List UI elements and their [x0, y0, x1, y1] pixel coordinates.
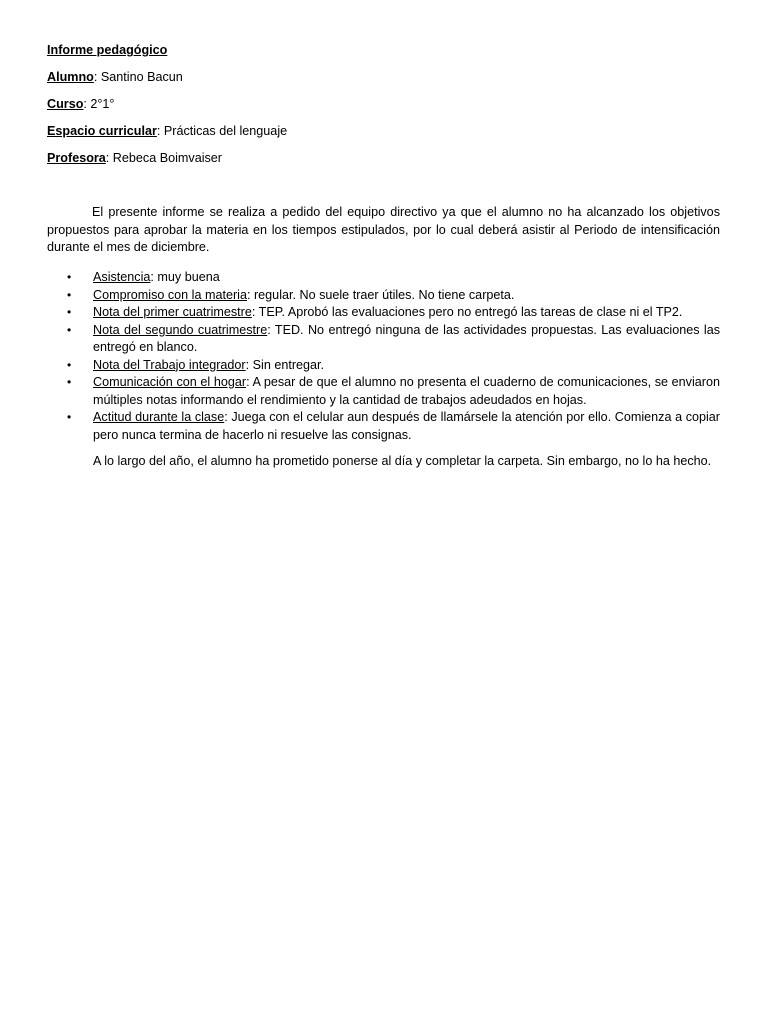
- item-text: : Sin entregar.: [245, 357, 325, 372]
- field-curso-value: : 2°1°: [83, 97, 115, 111]
- bullet-icon: •: [67, 410, 72, 425]
- field-alumno: [47, 69, 720, 86]
- intro-paragraph: El presente informe se realiza a pedido del equipo directivo ya que el alumno no ha alcanzado los objetivos propuestos para aprobar la materia en los tiempos estipulados, por lo cual deberá asistir al Periodo de intensificación durante el mes de diciembre.: [47, 205, 720, 254]
- item-text: : muy buena: [150, 270, 220, 285]
- document-page: [47, 42, 720, 471]
- item-label: Nota del primer cuatrimestre: [93, 305, 252, 320]
- list-item-compromiso: [47, 287, 720, 305]
- bullet-icon: •: [67, 357, 72, 372]
- field-alumno-label: Alumno: [47, 70, 94, 84]
- field-curso: [47, 96, 720, 113]
- list-item-asistencia: [47, 269, 720, 287]
- item-label: Asistencia: [93, 270, 151, 285]
- field-profesora-label: Profesora: [47, 151, 106, 165]
- closing-paragraph: A lo largo del año, el alumno ha prometido ponerse al día y completar la carpeta. Sin embargo, no lo ha hecho.: [93, 454, 712, 469]
- bullet-icon: •: [67, 375, 72, 390]
- field-profesora-value: : Rebeca Boimvaiser: [105, 151, 222, 165]
- item-text: : TEP. Aprobó las evaluaciones pero no entregó las tareas de clase ni el TP2.: [251, 305, 683, 320]
- item-label: Nota del segundo cuatrimestre: [93, 322, 268, 337]
- field-espacio-curricular-label: Espacio curricular: [47, 124, 157, 138]
- bullet-icon: •: [67, 322, 72, 337]
- field-espacio-curricular-value: : Prácticas del lenguaje: [156, 124, 288, 138]
- bullet-icon: •: [67, 305, 72, 320]
- field-curso-label: Curso: [47, 97, 84, 111]
- list-item-trabajo-integrador: [47, 357, 720, 375]
- list-item-actitud-clase: [47, 409, 720, 444]
- report-items-list: [47, 269, 720, 444]
- list-item-segundo-cuatrimestre: [47, 322, 720, 357]
- item-text: : Juega con el celular aun después de llamársele la atención por ello. Comienza a copiar pero nunca termina de hacerlo ni resuelve las consignas.: [93, 410, 720, 442]
- item-text: : A pesar de que el alumno no presenta el cuaderno de comunicaciones, se enviaron múltiples notas informando el rendimiento y la cantidad de trabajos adeudados en hojas.: [93, 375, 720, 407]
- field-alumno-value: : Santino Bacun: [93, 70, 183, 84]
- document-title: Informe pedagógico: [47, 43, 168, 57]
- item-text: : TED. No entregó ninguna de las actividades propuestas. Las evaluaciones las entregó en blanco.: [93, 322, 720, 355]
- item-text: : regular. No suele traer útiles. No tiene carpeta.: [246, 287, 515, 302]
- item-label: Nota del Trabajo integrador: [93, 357, 246, 372]
- list-item-primer-cuatrimestre: [47, 304, 720, 322]
- field-espacio-curricular: [47, 123, 720, 140]
- list-item-comunicacion-hogar: [47, 374, 720, 409]
- item-label: Compromiso con la materia: [93, 287, 247, 302]
- bullet-icon: •: [67, 287, 72, 302]
- bullet-icon: •: [67, 270, 72, 285]
- field-profesora: [47, 150, 720, 167]
- item-label: Actitud durante la clase: [93, 410, 225, 425]
- item-label: Comunicación con el hogar: [93, 375, 247, 390]
